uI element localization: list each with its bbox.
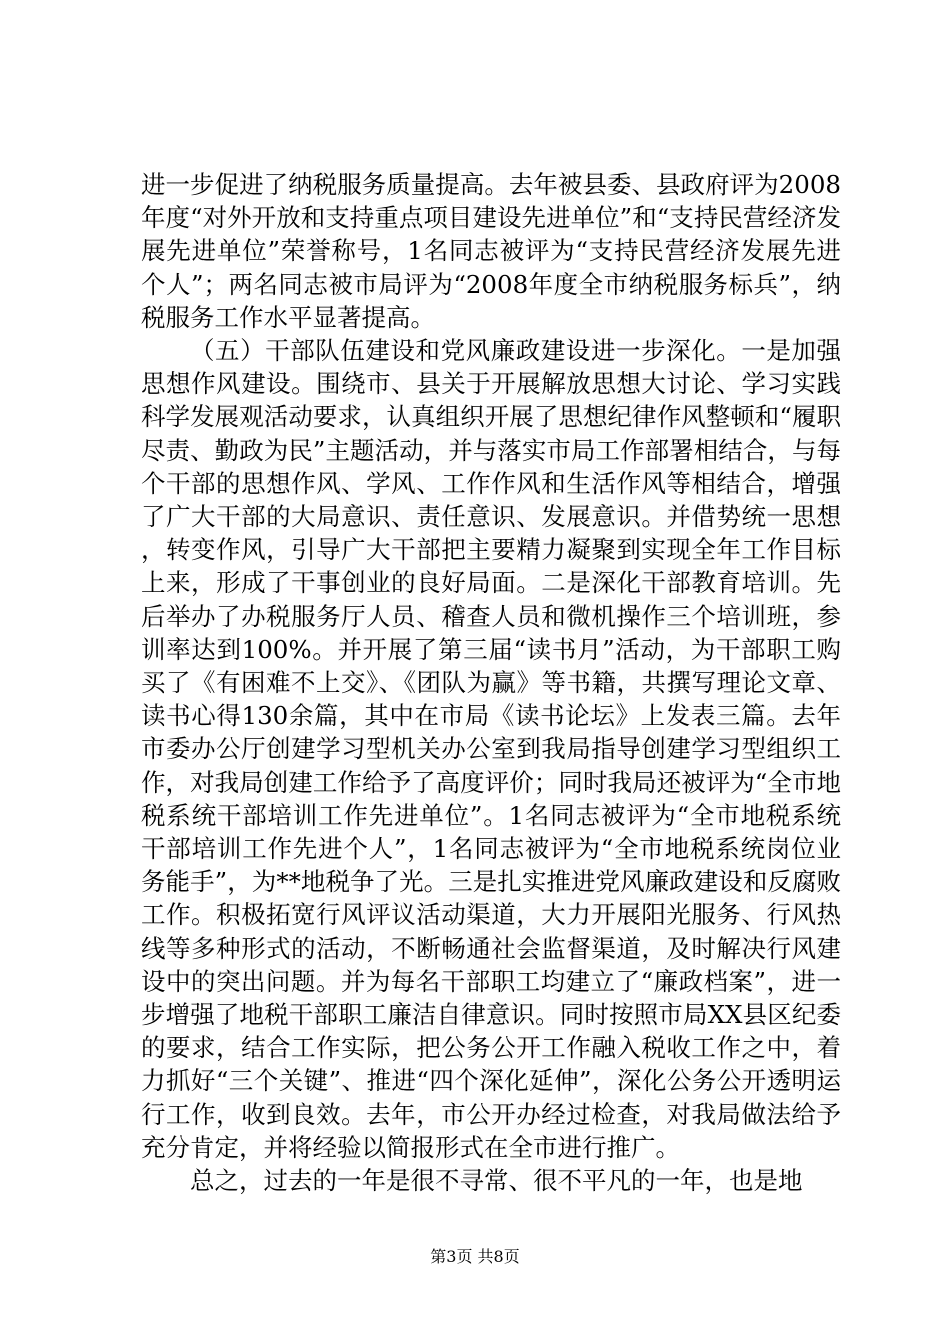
page-number-footer: 第3页 共8页 <box>430 1247 520 1266</box>
document-body <box>141 168 841 1197</box>
paragraph-section-five: （五）干部队伍建设和党风廉政建设进一步深化。一是加强思想作风建设。围绕市、县关于开展解放思想大讨论、学习实践科学发展观活动要求，认真组织开展了思想纪律作风整顿和“履职尽责、勤政为民”主题活动，并与落实市局工作部署相结合，与每个干部的思想作风、学风、工作作风和生活作风等相结合，增强了广大干部的大局意识、责任意识、发展意识。并借势统一思想，转变作风，引导广大干部把主要精力凝聚到实现全年工作目标上来，形成了干事创业的良好局面。二是深化干部教育培训。先后举办了办税服务厅人员、稽查人员和微机操作三个培训班，参训率达到100%。并开展了第三届“读书月”活动，为干部职工购买了《有困难不上交》、《团队为赢》等书籍，共撰写理论文章、读书心得130余篇，其中在市局《读书论坛》上发表三篇。去年市委办公厅创建学习型机关办公室到我局指导创建学习型组织工作，对我局创建工作给予了高度评价；同时我局还被评为“全市地税系统干部培训工作先进单位”。1名同志被评为“全市地税系统干部培训工作先进个人”，1名同志被评为“全市地税系统岗位业务能手”，为**地税争了光。三是扎实推进党风廉政建设和反腐败工作。积极拓宽行风评议活动渠道，大力开展阳光服务、行风热线等多种形式的活动，不断畅通社会监督渠道，及时解决行风建设中的突出问题。并为每名干部职工均建立了“廉政档案”，进一步增强了地税干部职工廉洁自律意识。同时按照市局XX县区纪委的要求，结合工作实际，把公务公开工作融入税收工作之中，着力抓好“三个关键”、推进“四个深化延伸”，深化公务公开透明运行工作，收到良效。去年，市公开办经过检查，对我局做法给予充分肯定，并将经验以简报形式在全市进行推广。 <box>141 336 841 1162</box>
paragraph-summary: 总之，过去的一年是很不寻常、很不平凡的一年，也是地 <box>190 1166 803 1196</box>
paragraph-continuation: 进一步促进了纳税服务质量提高。去年被县委、县政府评为2008年度“对外开放和支持重点项目建设先进单位”和“支持民营经济发展先进单位”荣誉称号，1名同志被评为“支持民营经济发展先进个人”；两名同志被市局评为“2008年度全市纳税服务标兵”，纳税服务工作水平显著提高。 <box>141 170 841 332</box>
